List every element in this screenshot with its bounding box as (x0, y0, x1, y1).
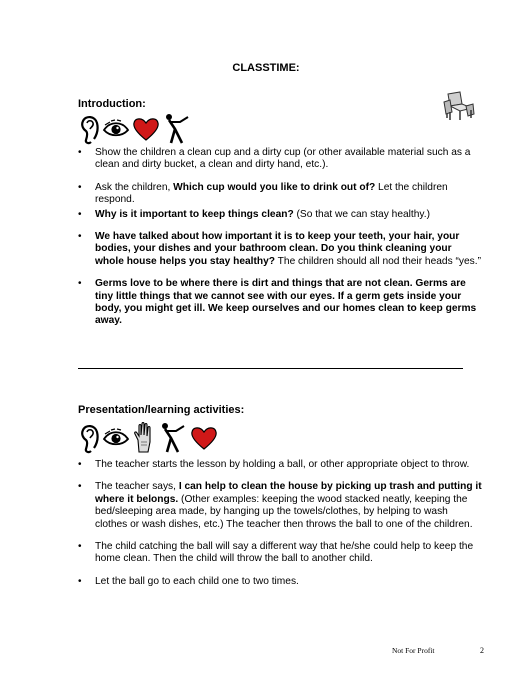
presentation-icon-row (78, 421, 218, 455)
list-item: • Ask the children, Which cup would you like to drink out of? Let the children respond. (78, 182, 482, 207)
heart-icon (190, 425, 218, 451)
introduction-icon-row (78, 112, 192, 146)
ear-icon (78, 422, 100, 454)
chair-icon (442, 90, 476, 127)
list-item: • The teacher says, I can help to clean the house by picking up trash and putting it where it belongs. (Other examples: keeping the wood stacked neatly, keeping the bed/sleeping area made, by hanging up the towels/clothes, by helping to wash clothes or wash dishes, etc.) The teacher then throws the ball to one of the children. (78, 481, 482, 531)
list-item: • Germs love to be where there is dirt and things that are not clean. Germs are tiny little things that we cannot see with our eyes. If a germ gets inside your body, you might get ill. We keep ourselves and our homes clean to keep germs away. (78, 278, 482, 328)
list-item: • We have talked about how important it is to keep your teeth, your hair, your bodies, your dishes and your bathroom clean. Do you think cleaning your whole house helps you stay healthy? The children should all nod their heads “yes.” (78, 231, 482, 268)
presentation-heading: Presentation/learning activities: (78, 404, 245, 416)
eye-icon (102, 428, 130, 448)
hand-icon (132, 422, 156, 454)
page-title: CLASSTIME: (232, 62, 300, 74)
section-divider (78, 368, 463, 369)
eye-icon (102, 119, 130, 139)
list-item: • The teacher starts the lesson by holding a ball, or other appropriate object to throw. (78, 459, 482, 471)
stretching-figure-icon (162, 113, 192, 145)
introduction-heading: Introduction: (78, 98, 146, 110)
page-number: 2 (480, 646, 484, 655)
introduction-bullets (78, 147, 482, 328)
footer-note: Not For Profit (392, 646, 435, 655)
list-item: • Why is it important to keep things clean? (So that we can stay healthy.) (78, 209, 482, 221)
list-item: • Show the children a clean cup and a dirty cup (or other available material such as a clean and dirty bucket, a clean and dirty hand, etc.). (78, 147, 482, 172)
heart-icon (132, 116, 160, 142)
stretching-figure-icon (158, 422, 188, 454)
list-item: • The child catching the ball will say a different way that he/she could help to keep the home clean. Then the child will throw the ball to another child. (78, 541, 482, 566)
list-item: • Let the ball go to each child one to two times. (78, 576, 482, 588)
ear-icon (78, 113, 100, 145)
presentation-bullets (78, 459, 482, 588)
